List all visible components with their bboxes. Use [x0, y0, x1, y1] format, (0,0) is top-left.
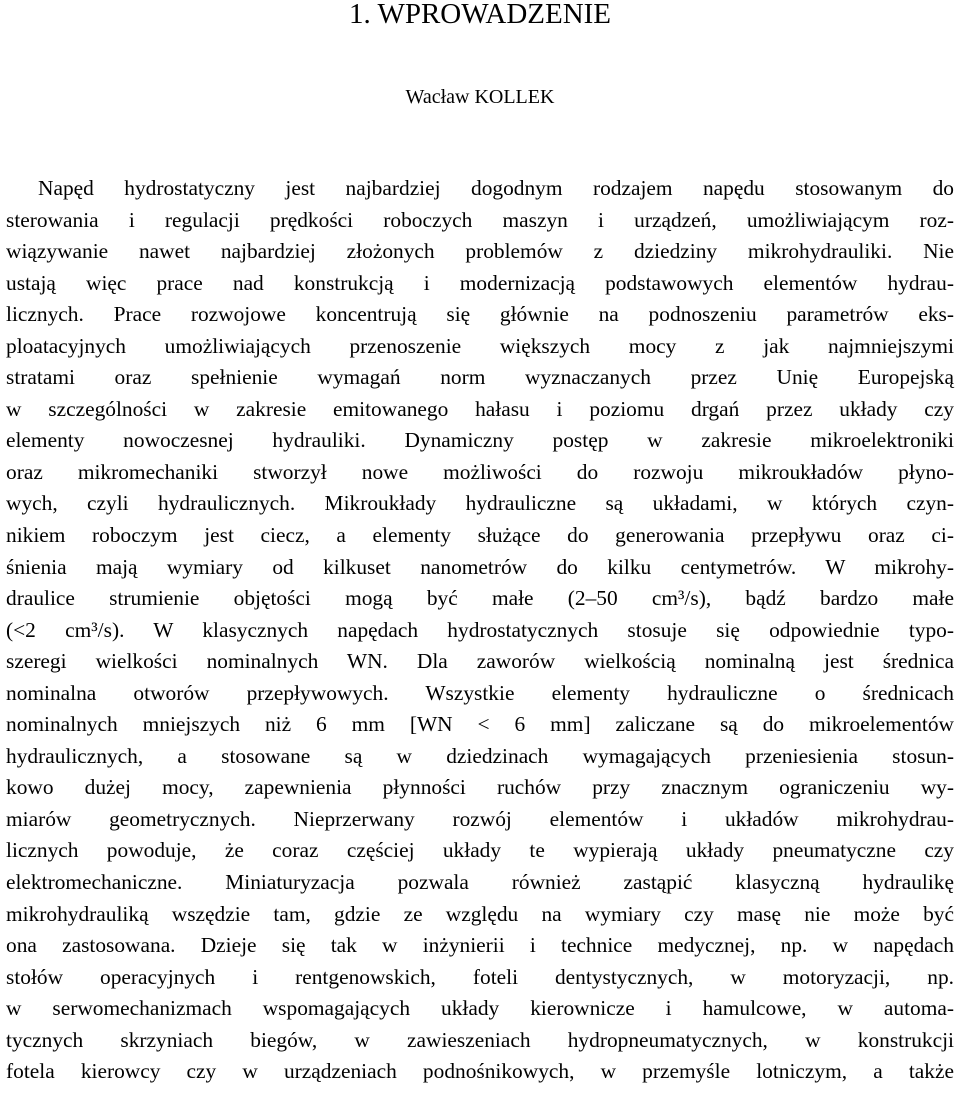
author-name: Wacław KOLLEK	[405, 86, 555, 108]
paragraph-line: stratami oraz spełnienie wymagań norm wyznaczanych przez Unię Europejską	[6, 365, 954, 390]
paragraph-line: wych, czyli hydraulicznych. Mikroukłady hydrauliczne są układami, w których czyn-	[6, 491, 954, 516]
paragraph-line: w szczególności w zakresie emitowanego hałasu i poziomu drgań przez układy czy	[6, 396, 954, 421]
paragraph-line: w serwomechanizmach wspomagających układy kierownicze i hamulcowe, w automa-	[6, 996, 954, 1021]
paragraph-line: ustają więc prace nad konstrukcją i modernizacją podstawowych elementów hydrau-	[6, 270, 954, 295]
paragraph-line: kowo dużej mocy, zapewnienia płynności ruchów przy znacznym ograniczeniu wy-	[6, 775, 954, 800]
paragraph-line: nominalnych mniejszych niż 6 mm [WN < 6 mm] zaliczane są do mikroelementów	[6, 712, 954, 737]
paragraph-line: Napęd hydrostatyczny jest najbardziej dogodnym rodzajem napędu stosowanym do	[38, 176, 954, 200]
paragraph-line: draulice strumienie objętości mogą być małe (2–50 cm³/s), bądź bardzo małe	[6, 586, 954, 611]
paragraph-line: fotela kierowcy czy w urządzeniach podnośnikowych, w przemyśle lotniczym, a także	[6, 1059, 954, 1084]
paragraph-line: ona zastosowana. Dzieje się tak w inżynierii i technice medycznej, np. w napędach	[6, 933, 954, 958]
paragraph-line: stołów operacyjnych i rentgenowskich, foteli dentystycznych, w motoryzacji, np.	[6, 964, 954, 989]
paragraph-line: szeregi wielkości nominalnych WN. Dla zaworów wielkością nominalną jest średnica	[6, 649, 954, 674]
paragraph-line: nominalna otworów przepływowych. Wszystkie elementy hydrauliczne o średnicach	[6, 680, 954, 705]
paragraph-line: wiązywanie nawet najbardziej złożonych problemów z dziedziny mikrohydrauliki. Nie	[6, 239, 954, 264]
paragraph-line: tycznych skrzyniach biegów, w zawieszeniach hydropneumatycznych, w konstrukcji	[6, 1027, 954, 1052]
body-paragraph	[6, 173, 954, 1088]
paragraph-line: (<2 cm³/s). W klasycznych napędach hydrostatycznych stosuje się odpowiednie typo-	[6, 617, 954, 642]
paragraph-line: licznych. Prace rozwojowe koncentrują się głównie na podnoszeniu parametrów eks-	[6, 302, 954, 327]
paragraph-line: śnienia mają wymiary od kilkuset nanometrów do kilku centymetrów. W mikrohy-	[6, 554, 954, 579]
paragraph-line: elektromechaniczne. Miniaturyzacja pozwala również zastąpić klasyczną hydraulikę	[6, 870, 954, 895]
chapter-title: 1. WPROWADZENIE	[348, 0, 612, 30]
paragraph-line: nikiem roboczym jest ciecz, a elementy służące do generowania przepływu oraz ci-	[6, 523, 954, 548]
paragraph-line: elementy nowoczesnej hydrauliki. Dynamiczny postęp w zakresie mikroelektroniki	[6, 428, 954, 453]
paragraph-line: ploatacyjnych umożliwiających przenoszenie większych mocy z jak najmniejszymi	[6, 333, 954, 358]
paragraph-line: licznych powoduje, że coraz częściej układy te wypierają układy pneumatyczne czy	[6, 838, 954, 863]
paragraph-line: miarów geometrycznych. Nieprzerwany rozwój elementów i układów mikrohydrau-	[6, 806, 954, 831]
paragraph-line: hydraulicznych, a stosowane są w dziedzinach wymagających przeniesienia stosun-	[6, 743, 954, 768]
paragraph-line: sterowania i regulacji prędkości roboczych maszyn i urządzeń, umożliwiającym roz-	[6, 207, 954, 232]
paragraph-line: mikrohydrauliką wszędzie tam, gdzie ze względu na wymiary czy masę nie może być	[6, 901, 954, 926]
paragraph-line: oraz mikromechaniki stworzył nowe możliwości do rozwoju mikroukładów płyno-	[6, 459, 954, 484]
